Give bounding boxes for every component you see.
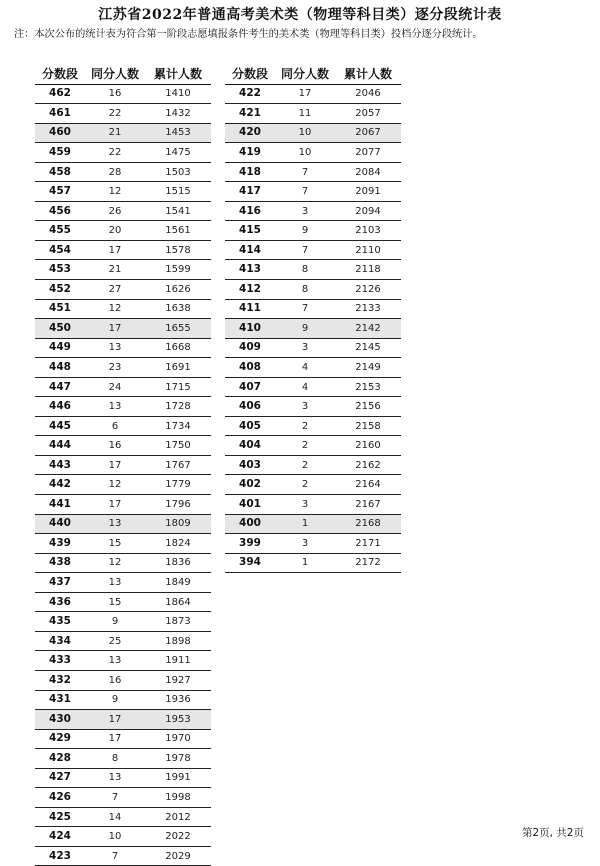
cumulative-cell: 2091 <box>335 182 401 202</box>
cumulative-cell: 1715 <box>145 377 211 397</box>
same-count-cell: 16 <box>85 436 145 456</box>
cumulative-cell: 1936 <box>145 690 211 710</box>
same-count-cell: 22 <box>85 143 145 163</box>
same-count-cell: 12 <box>85 182 145 202</box>
score-cell: 449 <box>35 338 85 358</box>
score-cell: 404 <box>225 436 275 456</box>
same-count-cell: 17 <box>85 729 145 749</box>
score-cell: 460 <box>35 123 85 143</box>
same-count-cell: 7 <box>275 182 335 202</box>
same-count-cell: 9 <box>85 612 145 632</box>
same-count-cell: 3 <box>275 534 335 554</box>
cumulative-cell: 1991 <box>145 768 211 788</box>
header-cumulative: 累计人数 <box>145 65 211 84</box>
score-cell: 457 <box>35 182 85 202</box>
same-count-cell: 9 <box>85 690 145 710</box>
same-count-cell: 3 <box>275 201 335 221</box>
cumulative-cell: 1953 <box>145 710 211 730</box>
table-row <box>35 123 211 143</box>
same-count-cell: 1 <box>275 514 335 534</box>
same-count-cell: 23 <box>85 358 145 378</box>
score-cell: 438 <box>35 553 85 573</box>
score-cell: 454 <box>35 240 85 260</box>
page-number: 第2页, 共2页 <box>521 827 584 839</box>
table-row <box>225 162 401 182</box>
table-row <box>35 319 211 339</box>
same-count-cell: 10 <box>275 143 335 163</box>
cumulative-cell: 2149 <box>335 358 401 378</box>
score-cell: 453 <box>35 260 85 280</box>
cumulative-cell: 1864 <box>145 592 211 612</box>
table-row <box>35 201 211 221</box>
cumulative-cell: 1779 <box>145 475 211 495</box>
cumulative-cell: 2022 <box>145 827 211 847</box>
score-cell: 427 <box>35 768 85 788</box>
same-count-cell: 17 <box>85 319 145 339</box>
cumulative-cell: 2162 <box>335 455 401 475</box>
score-cell: 459 <box>35 143 85 163</box>
table-row <box>225 319 401 339</box>
score-cell: 431 <box>35 690 85 710</box>
same-count-cell: 27 <box>85 280 145 300</box>
score-cell: 443 <box>35 455 85 475</box>
score-cell: 416 <box>225 201 275 221</box>
cumulative-cell: 1515 <box>145 182 211 202</box>
same-count-cell: 9 <box>275 221 335 241</box>
page-title: 江苏省2022年普通高考美术类（物理等科目类）逐分段统计表 <box>98 7 502 23</box>
score-cell: 402 <box>225 475 275 495</box>
table-note: 注：本次公布的统计表为符合第一阶段志愿填报条件考生的美术类（物理等科目类）投档分逐分段统计。 <box>14 29 483 40</box>
same-count-cell: 26 <box>85 201 145 221</box>
score-cell: 422 <box>225 84 275 104</box>
same-count-cell: 10 <box>85 827 145 847</box>
cumulative-cell: 1475 <box>145 143 211 163</box>
same-count-cell: 13 <box>85 651 145 671</box>
table-row <box>225 182 401 202</box>
cumulative-cell: 1978 <box>145 749 211 769</box>
same-count-cell: 1 <box>275 553 335 573</box>
table-row <box>35 436 211 456</box>
same-count-cell: 16 <box>85 670 145 690</box>
cumulative-cell: 2158 <box>335 416 401 436</box>
score-cell: 407 <box>225 377 275 397</box>
score-cell: 432 <box>35 670 85 690</box>
same-count-cell: 17 <box>275 84 335 104</box>
table-row <box>35 104 211 124</box>
same-count-cell: 7 <box>275 299 335 319</box>
same-count-cell: 13 <box>85 338 145 358</box>
table-row <box>35 280 211 300</box>
score-cell: 439 <box>35 534 85 554</box>
score-cell: 433 <box>35 651 85 671</box>
same-count-cell: 4 <box>275 377 335 397</box>
score-cell: 444 <box>35 436 85 456</box>
table-row <box>35 690 211 710</box>
score-cell: 411 <box>225 299 275 319</box>
cumulative-cell: 2029 <box>145 846 211 866</box>
score-cell: 437 <box>35 573 85 593</box>
table-row <box>35 573 211 593</box>
same-count-cell: 16 <box>85 84 145 104</box>
table-row <box>35 846 211 866</box>
same-count-cell: 28 <box>85 162 145 182</box>
table-row <box>35 455 211 475</box>
table-row <box>35 240 211 260</box>
cumulative-cell: 2153 <box>335 377 401 397</box>
same-count-cell: 2 <box>275 416 335 436</box>
table-row <box>225 397 401 417</box>
score-cell: 423 <box>35 846 85 866</box>
table-row <box>35 670 211 690</box>
same-count-cell: 12 <box>85 299 145 319</box>
cumulative-cell: 1970 <box>145 729 211 749</box>
cumulative-cell: 1655 <box>145 319 211 339</box>
same-count-cell: 2 <box>275 475 335 495</box>
score-table-left <box>35 65 211 866</box>
score-cell: 452 <box>35 280 85 300</box>
table-row <box>35 162 211 182</box>
same-count-cell: 15 <box>85 534 145 554</box>
score-cell: 415 <box>225 221 275 241</box>
score-cell: 430 <box>35 710 85 730</box>
same-count-cell: 3 <box>275 338 335 358</box>
table-row <box>225 495 401 515</box>
header-same-count: 同分人数 <box>275 65 335 84</box>
table-row <box>225 123 401 143</box>
cumulative-cell: 2012 <box>145 807 211 827</box>
cumulative-cell: 2084 <box>335 162 401 182</box>
table-row <box>225 553 401 573</box>
same-count-cell: 11 <box>275 104 335 124</box>
cumulative-cell: 2110 <box>335 240 401 260</box>
score-cell: 429 <box>35 729 85 749</box>
table-row <box>225 416 401 436</box>
cumulative-cell: 2156 <box>335 397 401 417</box>
table-row <box>35 260 211 280</box>
cumulative-cell: 1668 <box>145 338 211 358</box>
score-cell: 448 <box>35 358 85 378</box>
score-cell: 428 <box>35 749 85 769</box>
table-row <box>225 534 401 554</box>
score-cell: 436 <box>35 592 85 612</box>
same-count-cell: 17 <box>85 240 145 260</box>
score-cell: 440 <box>35 514 85 534</box>
table-row <box>35 788 211 808</box>
cumulative-cell: 2118 <box>335 260 401 280</box>
same-count-cell: 2 <box>275 436 335 456</box>
score-cell: 446 <box>35 397 85 417</box>
same-count-cell: 22 <box>85 104 145 124</box>
table-row <box>225 280 401 300</box>
table-row <box>35 729 211 749</box>
cumulative-cell: 1796 <box>145 495 211 515</box>
same-count-cell: 21 <box>85 123 145 143</box>
same-count-cell: 7 <box>85 846 145 866</box>
same-count-cell: 14 <box>85 807 145 827</box>
score-cell: 409 <box>225 338 275 358</box>
table-header-row <box>35 65 211 84</box>
score-cell: 425 <box>35 807 85 827</box>
same-count-cell: 24 <box>85 377 145 397</box>
header-same-count: 同分人数 <box>85 65 145 84</box>
score-cell: 417 <box>225 182 275 202</box>
cumulative-cell: 2164 <box>335 475 401 495</box>
table-row <box>35 807 211 827</box>
cumulative-cell: 1849 <box>145 573 211 593</box>
score-cell: 450 <box>35 319 85 339</box>
cumulative-cell: 1873 <box>145 612 211 632</box>
table-row <box>225 514 401 534</box>
table-row <box>225 358 401 378</box>
cumulative-cell: 2133 <box>335 299 401 319</box>
same-count-cell: 3 <box>275 495 335 515</box>
cumulative-cell: 2126 <box>335 280 401 300</box>
score-cell: 455 <box>35 221 85 241</box>
score-cell: 451 <box>35 299 85 319</box>
score-cell: 461 <box>35 104 85 124</box>
cumulative-cell: 2142 <box>335 319 401 339</box>
table-row <box>35 358 211 378</box>
same-count-cell: 17 <box>85 710 145 730</box>
same-count-cell: 15 <box>85 592 145 612</box>
cumulative-cell: 2171 <box>335 534 401 554</box>
table-row <box>35 377 211 397</box>
cumulative-cell: 1638 <box>145 299 211 319</box>
score-cell: 420 <box>225 123 275 143</box>
header-score: 分数段 <box>35 65 85 84</box>
cumulative-cell: 1824 <box>145 534 211 554</box>
score-table-right <box>225 65 401 573</box>
table-row <box>35 827 211 847</box>
same-count-cell: 21 <box>85 260 145 280</box>
cumulative-cell: 1836 <box>145 553 211 573</box>
table-row <box>225 143 401 163</box>
same-count-cell: 8 <box>275 260 335 280</box>
score-cell: 441 <box>35 495 85 515</box>
header-score: 分数段 <box>225 65 275 84</box>
table-row <box>35 612 211 632</box>
table-row <box>225 475 401 495</box>
table-row <box>35 592 211 612</box>
cumulative-cell: 2057 <box>335 104 401 124</box>
cumulative-cell: 2145 <box>335 338 401 358</box>
cumulative-cell: 1691 <box>145 358 211 378</box>
score-cell: 410 <box>225 319 275 339</box>
cumulative-cell: 1626 <box>145 280 211 300</box>
cumulative-cell: 2168 <box>335 514 401 534</box>
same-count-cell: 3 <box>275 397 335 417</box>
cumulative-cell: 2094 <box>335 201 401 221</box>
cumulative-cell: 1767 <box>145 455 211 475</box>
cumulative-cell: 1927 <box>145 670 211 690</box>
score-cell: 442 <box>35 475 85 495</box>
table-row <box>225 201 401 221</box>
same-count-cell: 10 <box>275 123 335 143</box>
cumulative-cell: 2160 <box>335 436 401 456</box>
score-cell: 401 <box>225 495 275 515</box>
cumulative-cell: 1809 <box>145 514 211 534</box>
table-row <box>35 749 211 769</box>
table-row <box>225 84 401 104</box>
table-row <box>35 143 211 163</box>
table-row <box>35 182 211 202</box>
table-row <box>35 514 211 534</box>
cumulative-cell: 2167 <box>335 495 401 515</box>
score-cell: 426 <box>35 788 85 808</box>
score-cell: 394 <box>225 553 275 573</box>
table-row <box>35 299 211 319</box>
same-count-cell: 2 <box>275 455 335 475</box>
cumulative-cell: 2103 <box>335 221 401 241</box>
same-count-cell: 17 <box>85 495 145 515</box>
cumulative-cell: 2046 <box>335 84 401 104</box>
cumulative-cell: 1561 <box>145 221 211 241</box>
same-count-cell: 8 <box>275 280 335 300</box>
cumulative-cell: 1410 <box>145 84 211 104</box>
score-cell: 412 <box>225 280 275 300</box>
score-cell: 419 <box>225 143 275 163</box>
table-row <box>35 553 211 573</box>
table-row <box>35 338 211 358</box>
table-row <box>225 338 401 358</box>
same-count-cell: 17 <box>85 455 145 475</box>
table-row <box>35 495 211 515</box>
same-count-cell: 13 <box>85 514 145 534</box>
same-count-cell: 7 <box>275 162 335 182</box>
cumulative-cell: 1998 <box>145 788 211 808</box>
table-row <box>225 377 401 397</box>
same-count-cell: 25 <box>85 631 145 651</box>
table-row <box>35 475 211 495</box>
same-count-cell: 20 <box>85 221 145 241</box>
score-cell: 406 <box>225 397 275 417</box>
score-cell: 445 <box>35 416 85 436</box>
same-count-cell: 13 <box>85 397 145 417</box>
same-count-cell: 6 <box>85 416 145 436</box>
table-row <box>225 455 401 475</box>
table-row <box>35 651 211 671</box>
same-count-cell: 9 <box>275 319 335 339</box>
score-cell: 413 <box>225 260 275 280</box>
cumulative-cell: 1911 <box>145 651 211 671</box>
table-row <box>35 631 211 651</box>
score-cell: 405 <box>225 416 275 436</box>
same-count-cell: 12 <box>85 475 145 495</box>
score-cell: 414 <box>225 240 275 260</box>
table-row <box>225 104 401 124</box>
cumulative-cell: 1578 <box>145 240 211 260</box>
table-row <box>35 416 211 436</box>
cumulative-cell: 1432 <box>145 104 211 124</box>
same-count-cell: 8 <box>85 749 145 769</box>
score-cell: 403 <box>225 455 275 475</box>
score-cell: 435 <box>35 612 85 632</box>
table-row <box>35 397 211 417</box>
same-count-cell: 7 <box>85 788 145 808</box>
table-row <box>225 260 401 280</box>
cumulative-cell: 2077 <box>335 143 401 163</box>
cumulative-cell: 2067 <box>335 123 401 143</box>
table-row <box>35 710 211 730</box>
score-cell: 418 <box>225 162 275 182</box>
score-cell: 424 <box>35 827 85 847</box>
cumulative-cell: 1599 <box>145 260 211 280</box>
cumulative-cell: 2172 <box>335 553 401 573</box>
cumulative-cell: 1898 <box>145 631 211 651</box>
score-cell: 434 <box>35 631 85 651</box>
table-row <box>35 768 211 788</box>
score-cell: 447 <box>35 377 85 397</box>
cumulative-cell: 1734 <box>145 416 211 436</box>
score-cell: 462 <box>35 84 85 104</box>
score-cell: 400 <box>225 514 275 534</box>
score-cell: 408 <box>225 358 275 378</box>
same-count-cell: 13 <box>85 573 145 593</box>
same-count-cell: 7 <box>275 240 335 260</box>
table-row <box>35 84 211 104</box>
table-row <box>225 299 401 319</box>
table-row <box>35 221 211 241</box>
table-row <box>225 436 401 456</box>
table-row <box>35 534 211 554</box>
same-count-cell: 4 <box>275 358 335 378</box>
same-count-cell: 13 <box>85 768 145 788</box>
cumulative-cell: 1503 <box>145 162 211 182</box>
cumulative-cell: 1728 <box>145 397 211 417</box>
cumulative-cell: 1750 <box>145 436 211 456</box>
table-row <box>225 240 401 260</box>
score-cell: 421 <box>225 104 275 124</box>
score-cell: 399 <box>225 534 275 554</box>
table-row <box>225 221 401 241</box>
table-header-row <box>225 65 401 84</box>
header-cumulative: 累计人数 <box>335 65 401 84</box>
score-cell: 458 <box>35 162 85 182</box>
cumulative-cell: 1541 <box>145 201 211 221</box>
cumulative-cell: 1453 <box>145 123 211 143</box>
score-cell: 456 <box>35 201 85 221</box>
same-count-cell: 12 <box>85 553 145 573</box>
